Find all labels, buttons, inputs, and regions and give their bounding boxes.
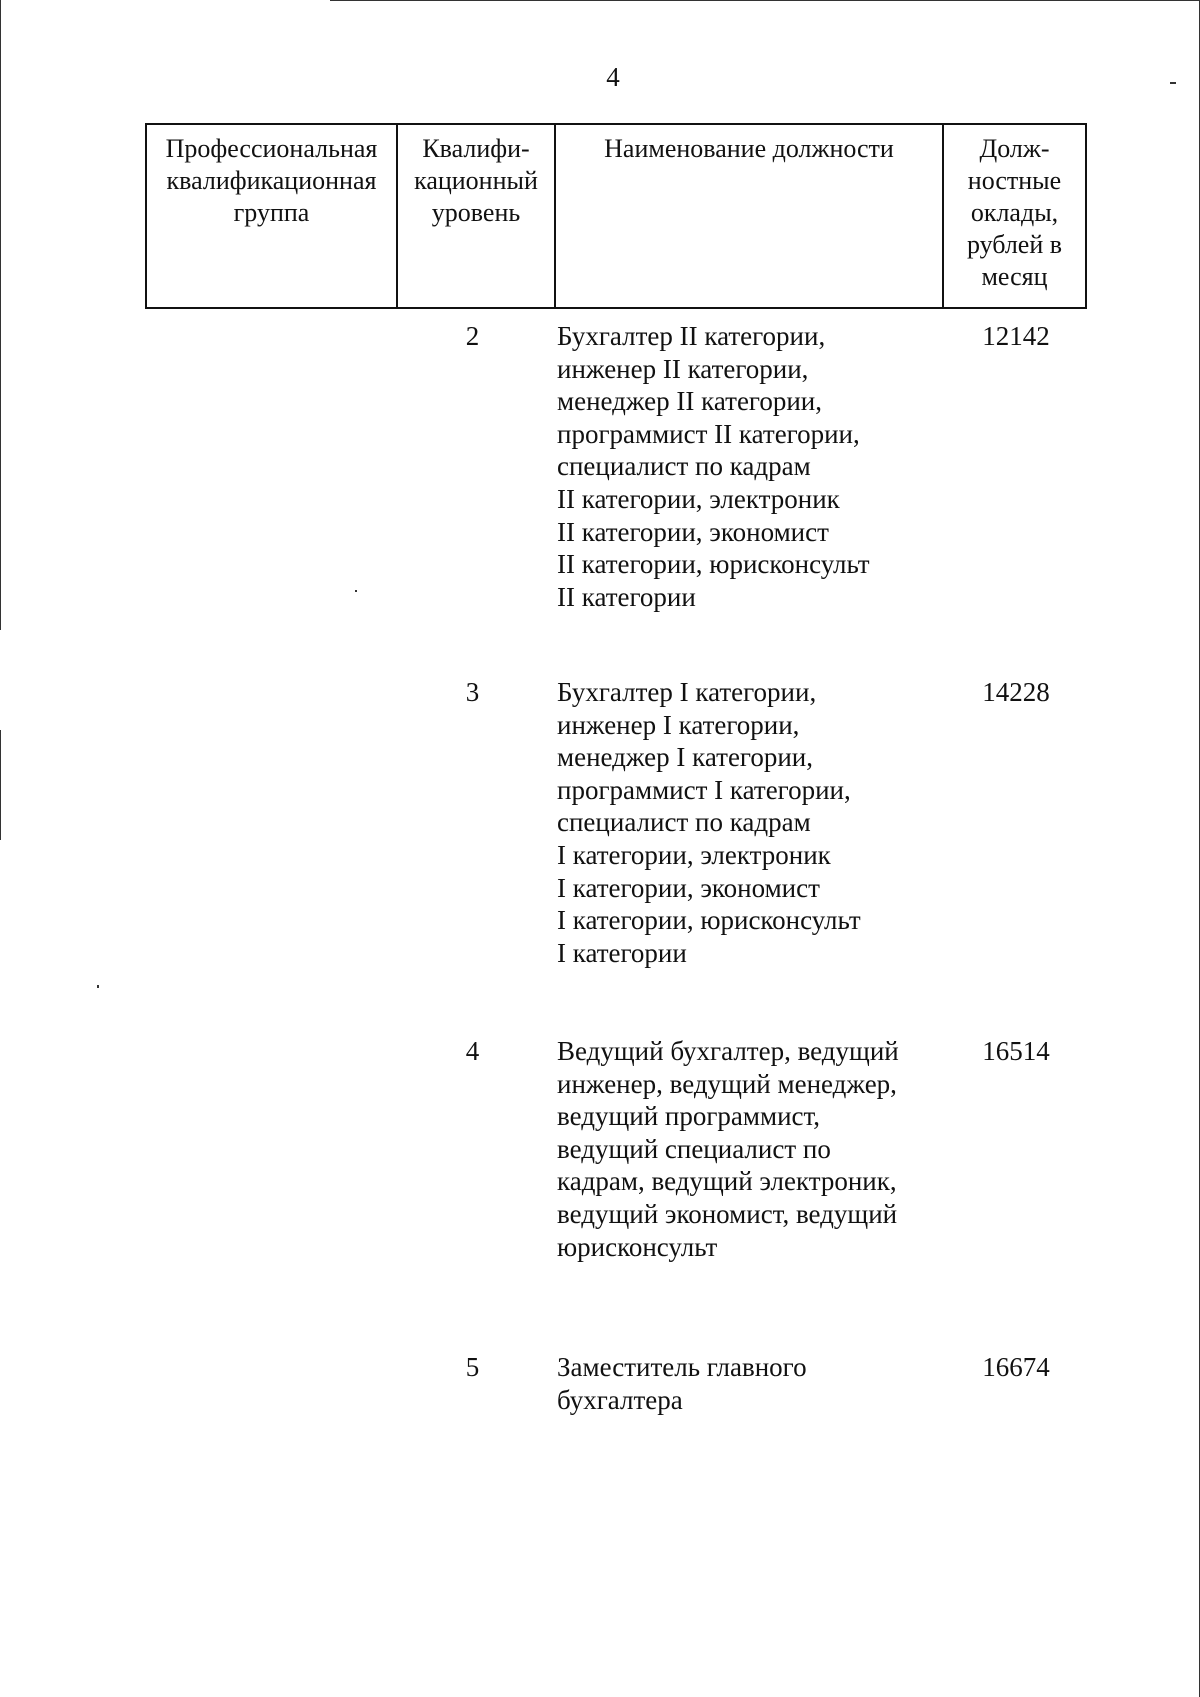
scan-speck <box>355 590 357 592</box>
row-positions: Бухгалтер II категории, инженер II категории, менеджер II категории, программист II категории, специалист по кадрам II категории, электроник II категории, экономист II категории, юрисконсульт II категории <box>557 321 870 612</box>
row-positions: Ведущий бухгалтер, ведущий инженер, ведущий менеджер, ведущий программист, ведущий специалист по кадрам, ведущий электроник, ведущий экономист, ведущий юрисконсульт <box>557 1036 899 1262</box>
scan-speck <box>97 985 99 988</box>
row-level: 2 <box>465 321 480 351</box>
header-qualification-level: Квалифи- кационный уровень <box>398 125 556 307</box>
header-salary: Долж- ностные оклады, рублей в месяц <box>966 134 1063 291</box>
row-positions: Бухгалтер I категории, инженер I категории, менеджер I категории, программист I категории, специалист по кадрам I категории, электроник I категории, экономист I категории, юрисконсульт I категории <box>557 677 861 968</box>
row-salary: 16514 <box>982 1036 1050 1066</box>
row-level: 4 <box>465 1036 480 1066</box>
row-salary: 16674 <box>982 1352 1050 1382</box>
row-level: 5 <box>465 1352 480 1382</box>
row-positions: Заместитель главного бухгалтера <box>557 1352 807 1415</box>
scan-edge-line <box>330 0 1200 1</box>
row-level: 3 <box>465 677 480 707</box>
row-salary: 12142 <box>982 321 1050 351</box>
header-professional-group: Профессиональная квалификационная группа <box>147 125 398 307</box>
scan-edge-line <box>0 0 1 630</box>
table-header <box>145 123 1087 309</box>
page-number: 4 <box>606 62 620 92</box>
header-position-name: Наименование должности <box>556 125 944 307</box>
scan-edge-line <box>0 730 1 840</box>
scan-speck <box>1170 82 1176 84</box>
row-salary: 14228 <box>982 677 1050 707</box>
